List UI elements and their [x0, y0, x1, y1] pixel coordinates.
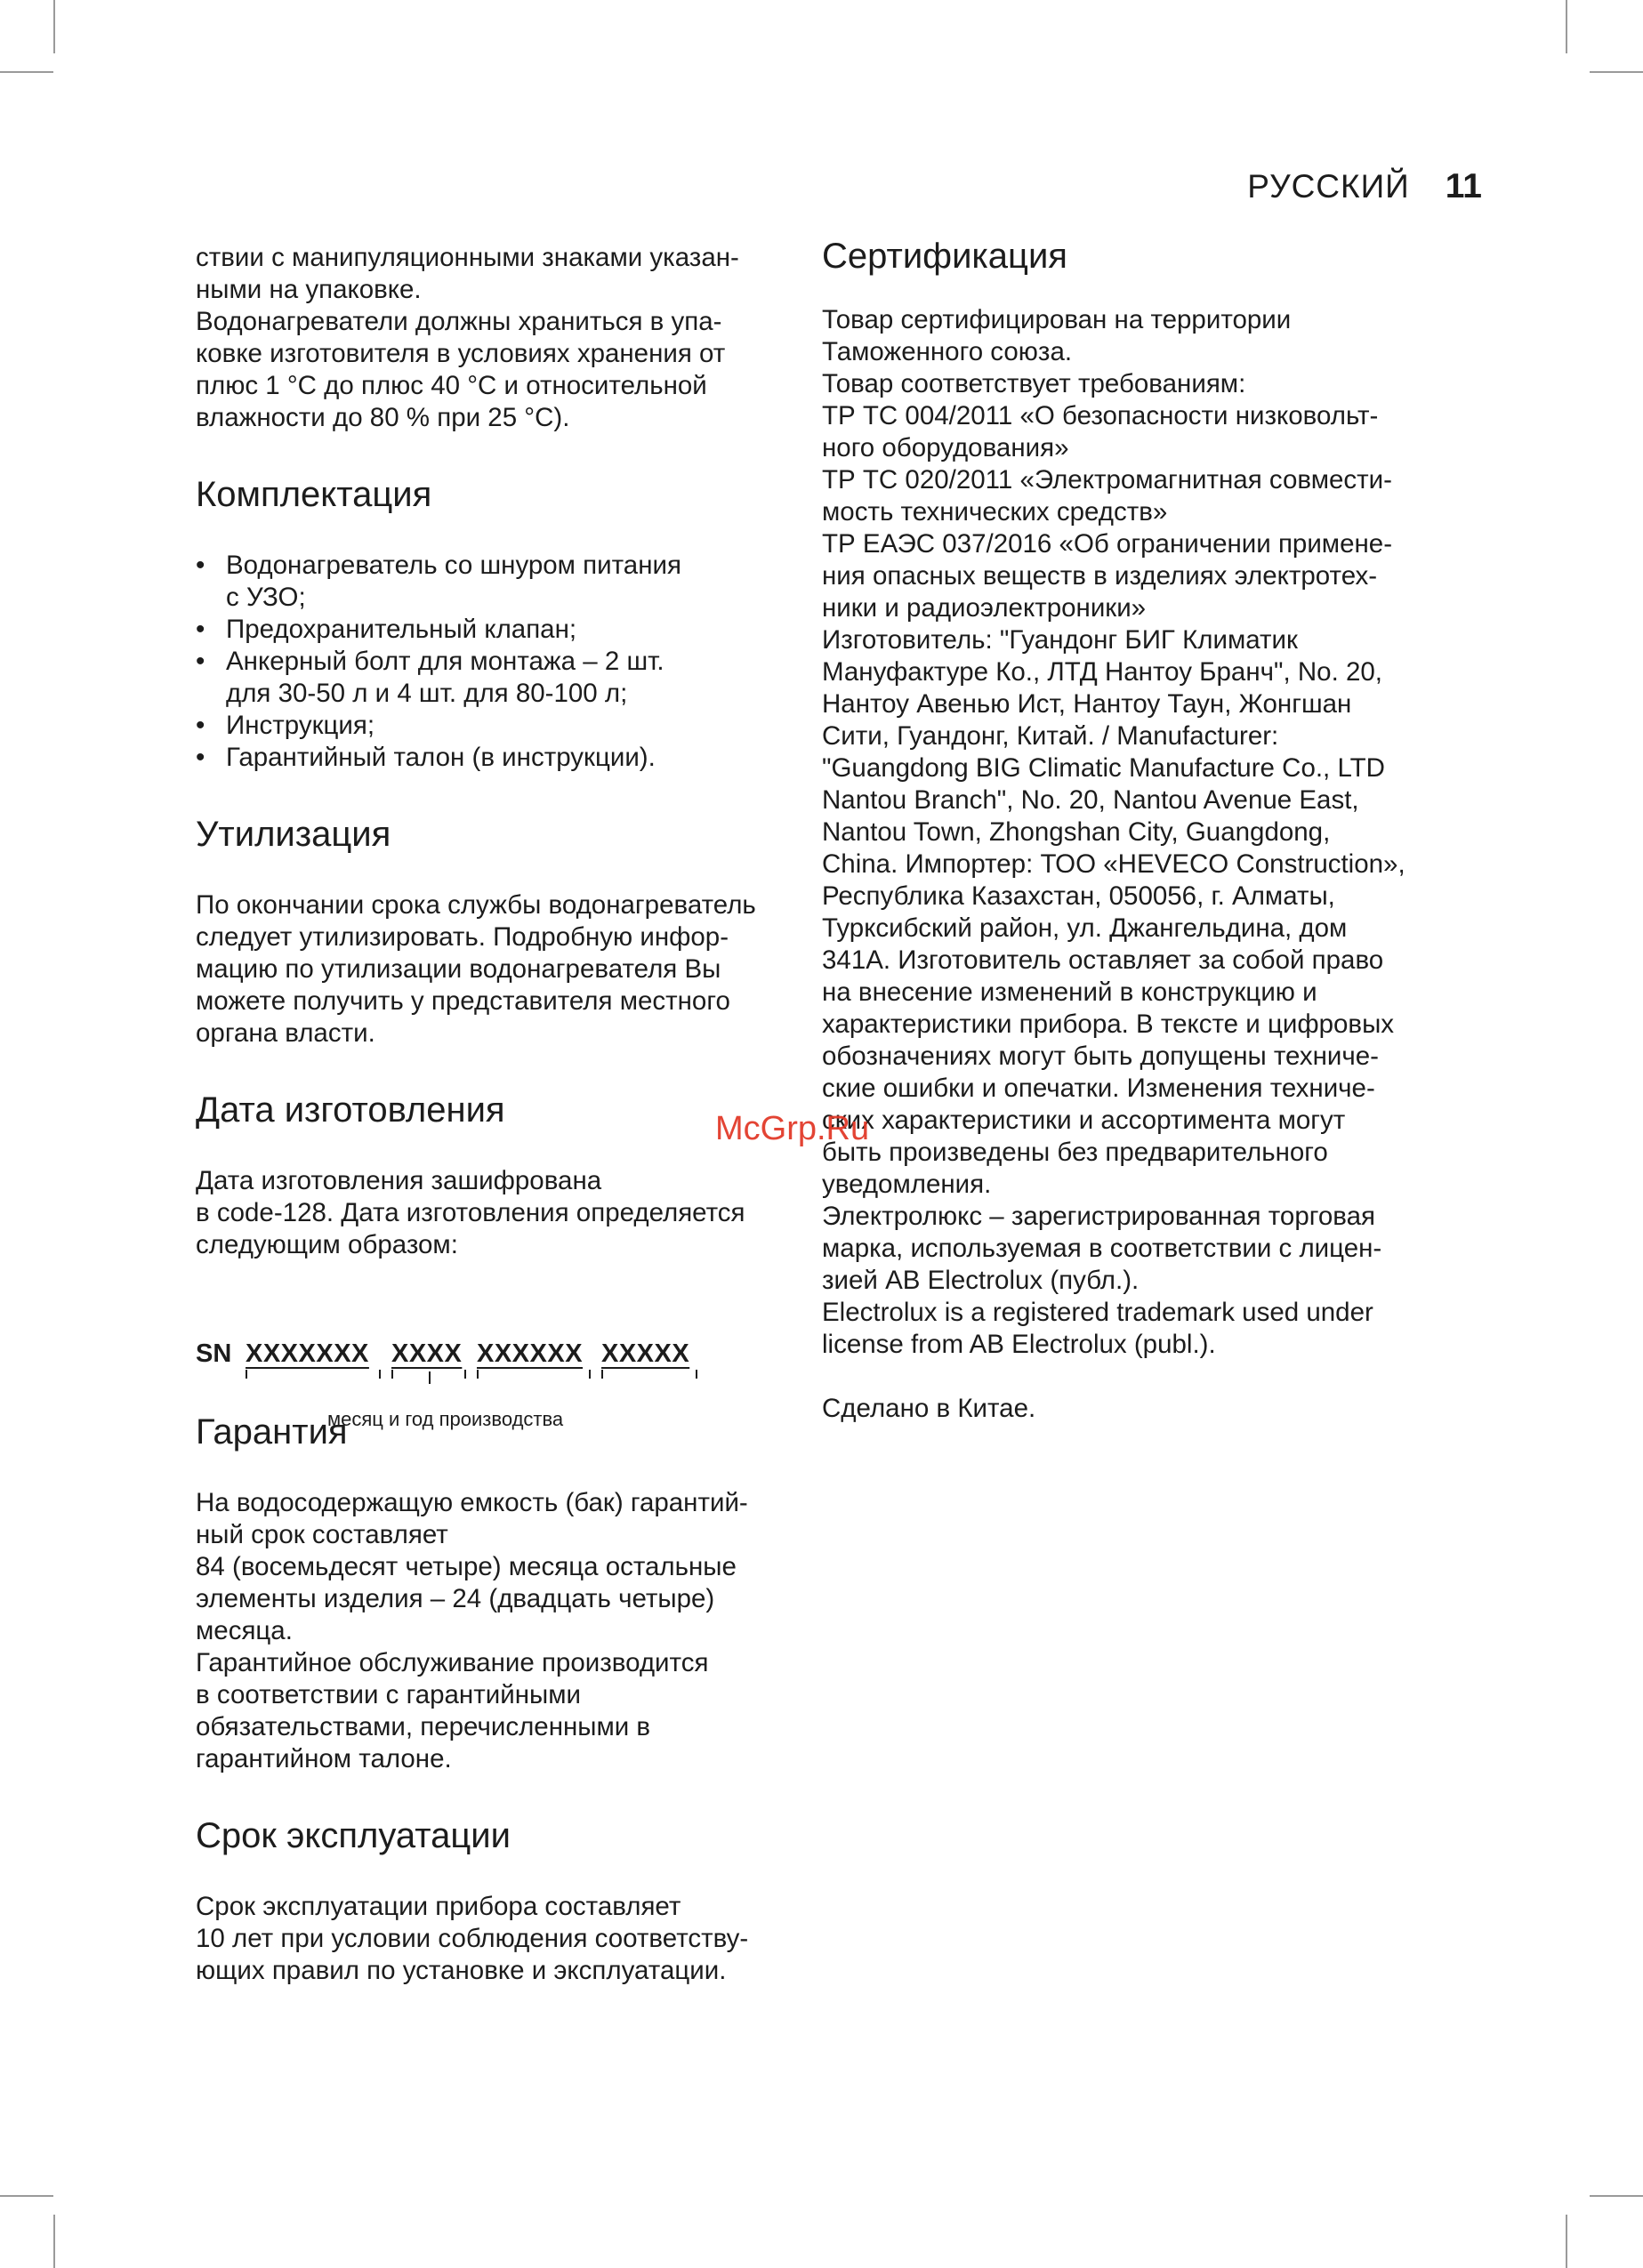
sn-bracket-tick — [601, 1370, 603, 1379]
warranty-paragraph: На водосодержащую емкость (бак) гарантий- ный срок составляет 84 (восемьдесят четыре) месяца остальные элементы изделия – 24 (двадцать четыре) месяца. Гарантийное обслуживание производится в соответствии с гарантийными обязательствами, перечисленными в гарантийном талоне. — [196, 1488, 748, 1773]
page-header — [1247, 167, 1482, 206]
bullet-icon: • — [196, 647, 205, 676]
left-column — [196, 242, 783, 1987]
bullet-icon: • — [196, 711, 205, 740]
right-column — [822, 237, 1413, 1425]
sn-group-2: XXXX — [391, 1339, 463, 1368]
crop-mark-top-left-h — [0, 71, 53, 73]
section-title-utilization: Утилизация — [196, 815, 391, 854]
crop-mark-bottom-left-h — [0, 2195, 53, 2197]
crop-mark-bottom-left-v — [53, 2215, 55, 2268]
language-label: РУССКИЙ — [1247, 168, 1410, 205]
section-title-warranty: Гарантия — [196, 1412, 348, 1452]
sn-bracket-tick — [379, 1370, 381, 1379]
sn-label: SN — [196, 1339, 232, 1368]
sn-bracket-tick — [391, 1370, 393, 1379]
sn-group-3: XXXXXX — [477, 1339, 584, 1368]
list-item: • Водонагреватель со шнуром питания с УЗО; — [196, 551, 681, 612]
serial-number-diagram — [196, 1277, 783, 1428]
crop-mark-top-right-h — [1590, 71, 1643, 73]
list-item: • Предохранительный клапан; — [196, 615, 577, 644]
section-title-service-life: Срок эксплуатации — [196, 1816, 511, 1855]
crop-mark-bottom-right-h — [1590, 2195, 1643, 2197]
sn-note: месяц и год производства — [327, 1408, 564, 1430]
section-title-complect: Комплектация — [196, 475, 432, 514]
list-item: • Инструкция; — [196, 711, 375, 740]
service-life-paragraph: Срок эксплуатации прибора составляет 10 лет при условии соблюдения соответству- ющих правил по установке и эксплуатации. — [196, 1892, 749, 1985]
watermark: McGrp.Ru — [715, 1110, 870, 1147]
crop-mark-top-right-v — [1566, 0, 1567, 53]
warranty-section — [196, 1411, 783, 1775]
sn-bracket-tick — [589, 1370, 591, 1379]
list-item: • Гарантийный талон (в инструкции). — [196, 743, 656, 772]
certification-paragraph: Товар сертифицирован на территории Таможенного союза. Товар соответствует требованиям: ТР ТС 004/2011 «О безопасности низковольт- ного оборудования» ТР ТС 020/2011 «Электромагнитная совмести- мость технических средств» ТР ЕАЭС 037/2016 «Об ограничении примене- ния опасных веществ в изделиях электротех- ники и радиоэлектроники» Изготовитель: "Гуандонг БИГ Климатик Мануфактуре Ко., ЛТД Нантоу Бранч", No. 20, Нантоу Авенью Ист, Нантоу Таун, Жонгшан Сити, Гуандонг, Китай. / Manufacturer: "Guangdong BIG Climatic Manufacture Co., LTD Nantou Branch", No. 20, Nantou Avenue East, Nantou Town, Zhongshan City, Guangdong, China. Импортер: ТОО «HEVECO Construction», Республика Казахстан, 050056, г. Алматы, Турксибский район, ул. Джангельдина, дом 341А. Изготовитель оставляет за собой право на внесение изменений в конструкцию и характеристики прибора. В тексте и цифровых обозначениях могут быть допущены техниче- ские ошибки и опечатки. Изменения техниче- ских характеристики и ассортимента могут быть произведены без предварительного уведомления. Электролюкс – зарегистрированная торговая марка, используемая в соответствии с лицен- зией АВ Electrolux (публ.). Electrolux is a registered trademark used under license from AB Electrolux (publ.). — [822, 305, 1405, 1359]
sn-pointer-line — [429, 1371, 431, 1384]
sn-group-1: XXXXXXX — [246, 1339, 369, 1368]
bullet-icon: • — [196, 743, 205, 772]
crop-mark-top-left-v — [53, 0, 55, 53]
bullet-icon: • — [196, 615, 205, 644]
list-item: • Анкерный болт для монтажа – 2 шт. для 30-50 л и 4 шт. для 80-100 л; — [196, 647, 664, 708]
storage-paragraph: ствии с манипуляционными знаками указан- ными на упаковке. Водонагреватели должны храниться в упа- ковке изготовителя в условиях хранения от плюс 1 °С до плюс 40 °С и относительной влажности до 80 % при 25 °С). — [196, 243, 739, 432]
sn-bracket-tick — [696, 1370, 697, 1379]
sn-bracket-tick — [246, 1370, 247, 1379]
manufacture-date-paragraph: Дата изготовления зашифрована в code-128. Дата изготовления определяется следующим образом: — [196, 1166, 745, 1259]
sn-bracket-tick — [477, 1370, 479, 1379]
utilization-paragraph: По окончании срока службы водонагреватель следует утилизировать. Подробную инфор- мацию по утилизации водонагревателя Вы можете получить у представителя местного органа власти. — [196, 890, 756, 1048]
section-title-certification: Сертификация — [822, 237, 1067, 276]
sn-group-4: XXXXX — [601, 1339, 690, 1368]
page-number: 11 — [1445, 167, 1482, 205]
bullet-icon: • — [196, 551, 205, 580]
complect-list — [196, 550, 783, 774]
made-in-label: Сделано в Китае. — [822, 1394, 1036, 1423]
sn-bracket-tick — [464, 1370, 466, 1379]
section-title-manufacture-date: Дата изготовления — [196, 1090, 505, 1130]
crop-mark-bottom-right-v — [1566, 2215, 1567, 2268]
